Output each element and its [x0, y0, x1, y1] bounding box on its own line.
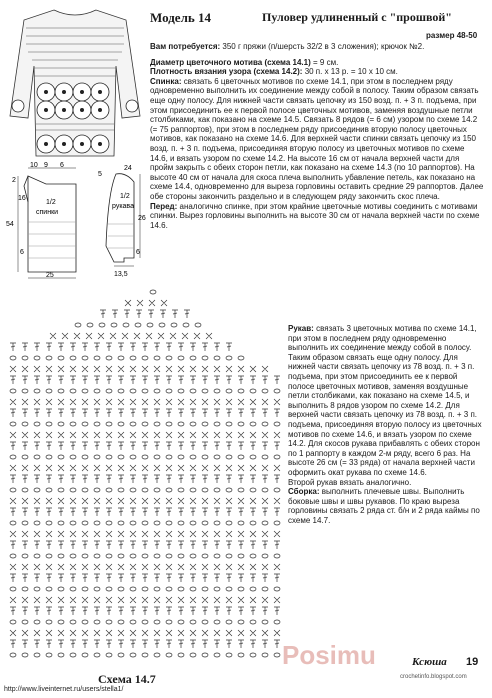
sleeve-dim-width: 13,5: [114, 271, 128, 278]
sleeve-label: Рукав:: [288, 324, 314, 333]
sleeve-label-name: рукава: [112, 203, 134, 210]
assembly-paragraph: [288, 487, 484, 525]
sleeve-dim-top: 24: [124, 165, 132, 172]
source-url-link[interactable]: http://www.liveinternet.ru/users/stella1/: [4, 686, 124, 693]
instructions-main: [150, 42, 484, 230]
motif-paragraph: [150, 58, 484, 68]
size-range: размер 48-50: [426, 31, 478, 40]
assembly-text: выполнить плечевые швы. Выполнить боковые швы и швы рукавов. По краю выреза горловины связать 2 ряда ст. б/н и 2 ряда каймы по схеме 14.7.: [288, 487, 480, 525]
sleeve-dim-cuff: 6: [136, 249, 140, 256]
back-label-fraction: 1/2: [46, 199, 56, 206]
crochet-chart-14-7: [4, 284, 292, 668]
sleeve-pattern-diagram: [84, 162, 148, 280]
back-dim-top-left: 10: [30, 162, 38, 169]
motif-value: = 9 см.: [313, 57, 339, 67]
garment-title: Пуловер удлиненный с "прошвой": [262, 10, 452, 24]
materials-text: 350 г пряжи (п/шерсть 32/2 в 3 сложения); крючок №2.: [222, 42, 425, 51]
sleeve-paragraph: [288, 324, 484, 478]
back-dim-top-right: 6: [60, 162, 64, 169]
back-dim-top-mid: 9: [44, 162, 48, 169]
crochet-stitch-symbols: [10, 290, 280, 657]
sleeve-extra: Второй рукав вязать аналогично.: [288, 477, 412, 487]
back-pattern-diagram: [6, 162, 84, 280]
back-dim-left-b: 6: [20, 249, 24, 256]
materials-paragraph: [150, 42, 484, 52]
assembly-label: Сборка:: [288, 487, 320, 497]
sleeve-dim-side: 26: [138, 215, 146, 222]
materials-label: Вам потребуется:: [150, 42, 221, 51]
density-value: 30 п. х 13 р. = 10 х 10 см.: [304, 67, 398, 77]
model-number: Модель 14: [150, 10, 211, 25]
back-dim-height: 54: [6, 221, 14, 228]
front-text: аналогично спинке, при этом крайние цветочные мотивы соединить с мотивами спинки. Вырез горловины выполнить на высоте 30 см от начала верхней части по схеме 14.6.: [150, 201, 480, 230]
sleeve-dim-left-top: 5: [98, 171, 102, 178]
back-dim-width: 25: [46, 272, 54, 279]
back-label-name: спинки: [36, 209, 59, 216]
instructions-right: [288, 324, 484, 525]
front-paragraph: [150, 202, 484, 231]
density-label: Плотность вязания узора (схема 14.2):: [150, 67, 303, 77]
back-dim-left-top: 2: [12, 177, 16, 184]
sleeve-label-fraction: 1/2: [120, 193, 130, 200]
density-paragraph: [150, 67, 484, 77]
sleeve-text: связать 3 цветочных мотива по схеме 14.1, при этом в последнем ряду одновременно выполнить их соединение между собой в полосу. Таким образом связать еще одну полосу. Для нижней части связать цепочку из 78 возд. п. + 3 п. подъема, при этом присоединить ее к первой полосе цветочных мотивов, заменяя воздушные петли столбиками, как показано на схеме 14.5, и выполнить 8 рядов узором по схеме 14.2. Для верхней части связать цепочку из 78 возд. п. + 3 п. подъема, присоединяя вторую полосу из цветочных мотивов по схеме 14.6, и вязать узором по схеме 14.2. Для скосов рукава прибавлять с обеих сторон по 1 раппорту в каждом 2-м ряду, всего 6 раз. На высоте 26 см (= 33 ряда) от начала верхней части оформить окат рукава по схеме 14.6.: [288, 324, 482, 477]
back-text: связать 6 цветочных мотивов по схеме 14.1, при этом в последнем ряду одновременно выполнить их соединение между собой в полосу. Таким образом связать еще одну полосу. Для нижней части связать цепочку из 150 возд. п. + 3 п. подъема, при этом присоединить ее к первой полосе цветочных мотивов, заменяя воздушные петли столбиками, как показано на схеме 14.5. Связать 8 рядов (= 6 см) узором по схеме 14.2 (= 75 раппортов), при этом в последнем ряду присоединив вторую полосу цветочных мотивов, как показано на схеме 14.6. Для верхней части спинки связать цепочку из 150 возд. п. + 3 п. подъема, присоединяя вторую полосу из цветочных мотивов по схеме 14.6, и вязать узором по схеме 14.2. На высоте 16 см от начала верхней части для пройм закрыть с обеих сторон петли, как показано на схеме 14.3 (по 10 раппортов). На высоте 40 см от начала для скоса плеча выполнить убавление петель, как показано на схеме 14.4, одновременно для выреза горловины оставить средние 29 раппортов. Далее обе стороны закончить раздельно и в следующем ряду закончить скос плеча.: [150, 76, 484, 201]
schema-caption: Схема 14.7: [98, 672, 156, 686]
posimu-logo: Posimu: [282, 640, 376, 670]
back-dim-left-a: 16: [18, 195, 26, 202]
sweater-illustration: [6, 6, 144, 164]
magazine-brand: Ксюша: [412, 656, 447, 668]
motif-label: Диаметр цветочного мотива (схема 14.1): [150, 57, 311, 67]
page-number: 19: [466, 656, 479, 668]
back-paragraph: [150, 77, 484, 202]
blog-watermark: crochetinfo.blogspot.com: [400, 674, 467, 680]
back-label: Спинка:: [150, 76, 182, 86]
front-label: Перед:: [150, 201, 178, 211]
